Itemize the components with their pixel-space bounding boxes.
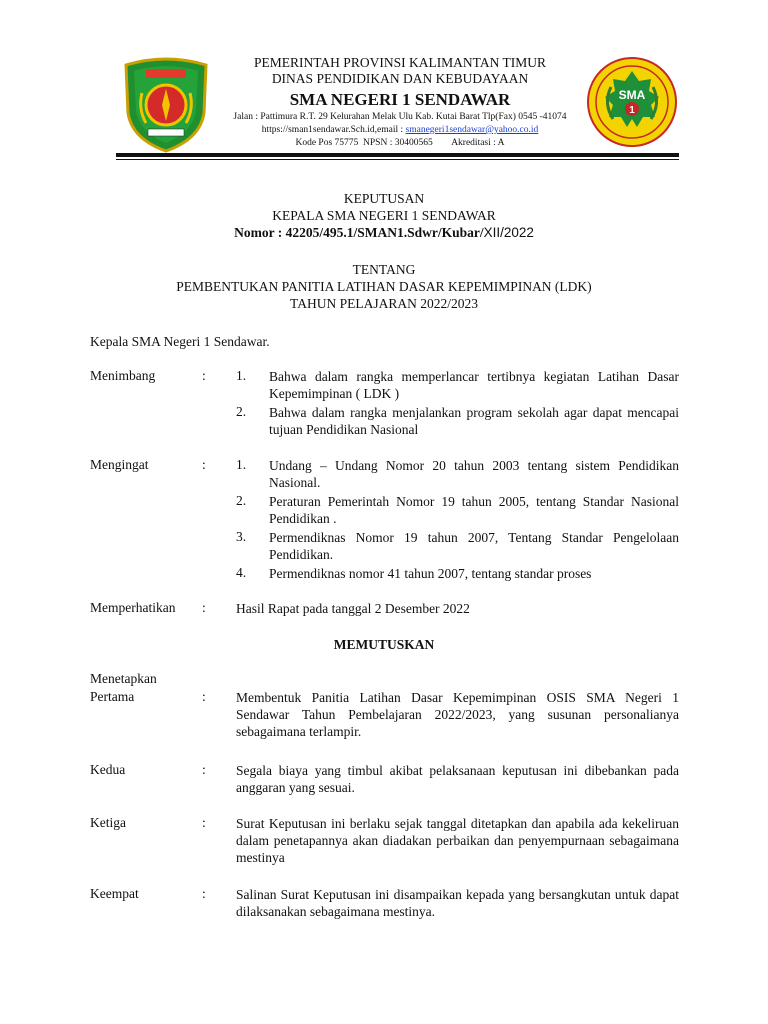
mengingat-num-2: 2.	[236, 493, 247, 508]
letterhead-department: DINAS PENDIDIKAN DAN KEBUDAYAAN	[271, 71, 529, 86]
doc-number-suffix: XII/2022	[483, 225, 534, 240]
memperhatikan-label: Memperhatikan	[90, 600, 176, 615]
memutuskan-heading: MEMUTUSKAN	[333, 637, 435, 652]
letterhead-email-link[interactable]: smanegeri1sendawar@yahoo.co.id	[405, 125, 539, 135]
decision-colon-pertama: :	[202, 689, 206, 704]
doc-number	[0, 224, 768, 241]
menetapkan-label: Menetapkan	[90, 671, 157, 686]
letterhead-address: Jalan : Pattimura R.T. 29 Kelurahan Melak Ulu Kab. Kutai Barat Tlp(Fax) 0545 -41074	[233, 112, 567, 122]
letterhead-website: https://sman1sendawar.Sch.id,email :	[261, 125, 404, 135]
letterhead-province: PEMERINTAH PROVINSI KALIMANTAN TIMUR	[254, 55, 546, 70]
menimbang-num-2: 2.	[236, 404, 247, 419]
memperhatikan-text: Hasil Rapat pada tanggal 2 Desember 2022	[236, 601, 470, 616]
school-emblem-logo	[587, 57, 677, 147]
school-logo-number: 1	[629, 105, 635, 116]
mengingat-item-4: Permendiknas nomor 41 tahun 2007, tentang standar proses	[269, 566, 592, 581]
decision-text-pertama: Membentuk Panitia Latihan Dasar Kepemimpinan OSIS SMA Negeri 1 Sendawar Tahun Pembelajaran 2022/2023, yang susunan personalianya sebagaimana terlampir.	[236, 690, 679, 739]
decision-label-pertama: Pertama	[90, 689, 135, 704]
decision-colon-kedua: :	[202, 762, 206, 777]
mengingat-item-2: Peraturan Pemerintah Nomor 19 tahun 2005, tentang Standar Nasional Pendidikan .	[269, 494, 679, 526]
mengingat-item-3: Permendiknas Nomor 19 tahun 2007, Tentang Standar Pengelolaan Pendidikan.	[269, 530, 679, 562]
decision-label-kedua: Kedua	[90, 762, 126, 777]
decision-colon-ketiga: :	[202, 815, 206, 830]
decision-text-keempat: Salinan Surat Keputusan ini disampaikan kepada yang bersangkutan untuk dapat dilaksanakan sebagaimana mestinya.	[236, 887, 679, 919]
provincial-emblem-logo	[120, 55, 212, 153]
letterhead-divider-thick	[116, 153, 679, 157]
menimbang-label: Menimbang	[90, 368, 156, 383]
decision-text-ketiga: Surat Keputusan ini berlaku sejak tanggal ditetapkan dan apabila ada kekeliruan dalam penetapannya akan diadakan perbaikan dan penyempurnaan sebagaimana mestinya	[236, 816, 679, 865]
subject-title: PEMBENTUKAN PANITIA LATIHAN DASAR KEPEMIMPINAN (LDK)	[176, 279, 592, 294]
decision-text-kedua: Segala biaya yang timbul akibat pelaksanaan keputusan ini dibebankan pada anggaran yang sesuai.	[236, 763, 679, 795]
decision-colon-keempat: :	[202, 886, 206, 901]
doc-title: KEPUTUSAN	[343, 191, 425, 206]
doc-title-issuer: KEPALA SMA NEGERI 1 SENDAWAR	[272, 208, 496, 223]
opening-line: Kepala SMA Negeri 1 Sendawar.	[90, 334, 270, 349]
doc-number-main: Nomor : 42205/495.1/SMAN1.Sdwr/Kubar/	[234, 225, 484, 240]
mengingat-num-3: 3.	[236, 529, 247, 544]
mengingat-colon: :	[202, 457, 206, 472]
mengingat-item-1: Undang – Undang Nomor 20 tahun 2003 tentang sistem Pendidikan Nasional.	[269, 458, 679, 490]
menimbang-item-2: Bahwa dalam rangka menjalankan program sekolah agar dapat mencapai tujuan Pendidikan Nasional	[269, 405, 679, 437]
subject-year: TAHUN PELAJARAN 2022/2023	[290, 296, 478, 311]
letterhead-web-email	[200, 125, 600, 135]
school-logo-text: SMA	[618, 88, 646, 102]
decision-label-keempat: Keempat	[90, 886, 139, 901]
letterhead-codes: Kode Pos 75775 NPSN : 30400565 Akreditasi : A	[295, 138, 505, 148]
letterhead-divider-thin	[116, 159, 679, 160]
decision-label-ketiga: Ketiga	[90, 815, 126, 830]
mengingat-num-4: 4.	[236, 565, 247, 580]
memperhatikan-colon: :	[202, 600, 206, 615]
menimbang-colon: :	[202, 368, 206, 383]
subject-heading: TENTANG	[352, 262, 416, 277]
menimbang-item-1: Bahwa dalam rangka memperlancar tertibnya kegiatan Latihan Dasar Kepemimpinan ( LDK )	[269, 369, 679, 401]
menimbang-num-1: 1.	[236, 368, 247, 383]
letterhead-school-name: SMA NEGERI 1 SENDAWAR	[289, 90, 511, 109]
mengingat-num-1: 1.	[236, 457, 247, 472]
mengingat-label: Mengingat	[90, 457, 149, 472]
